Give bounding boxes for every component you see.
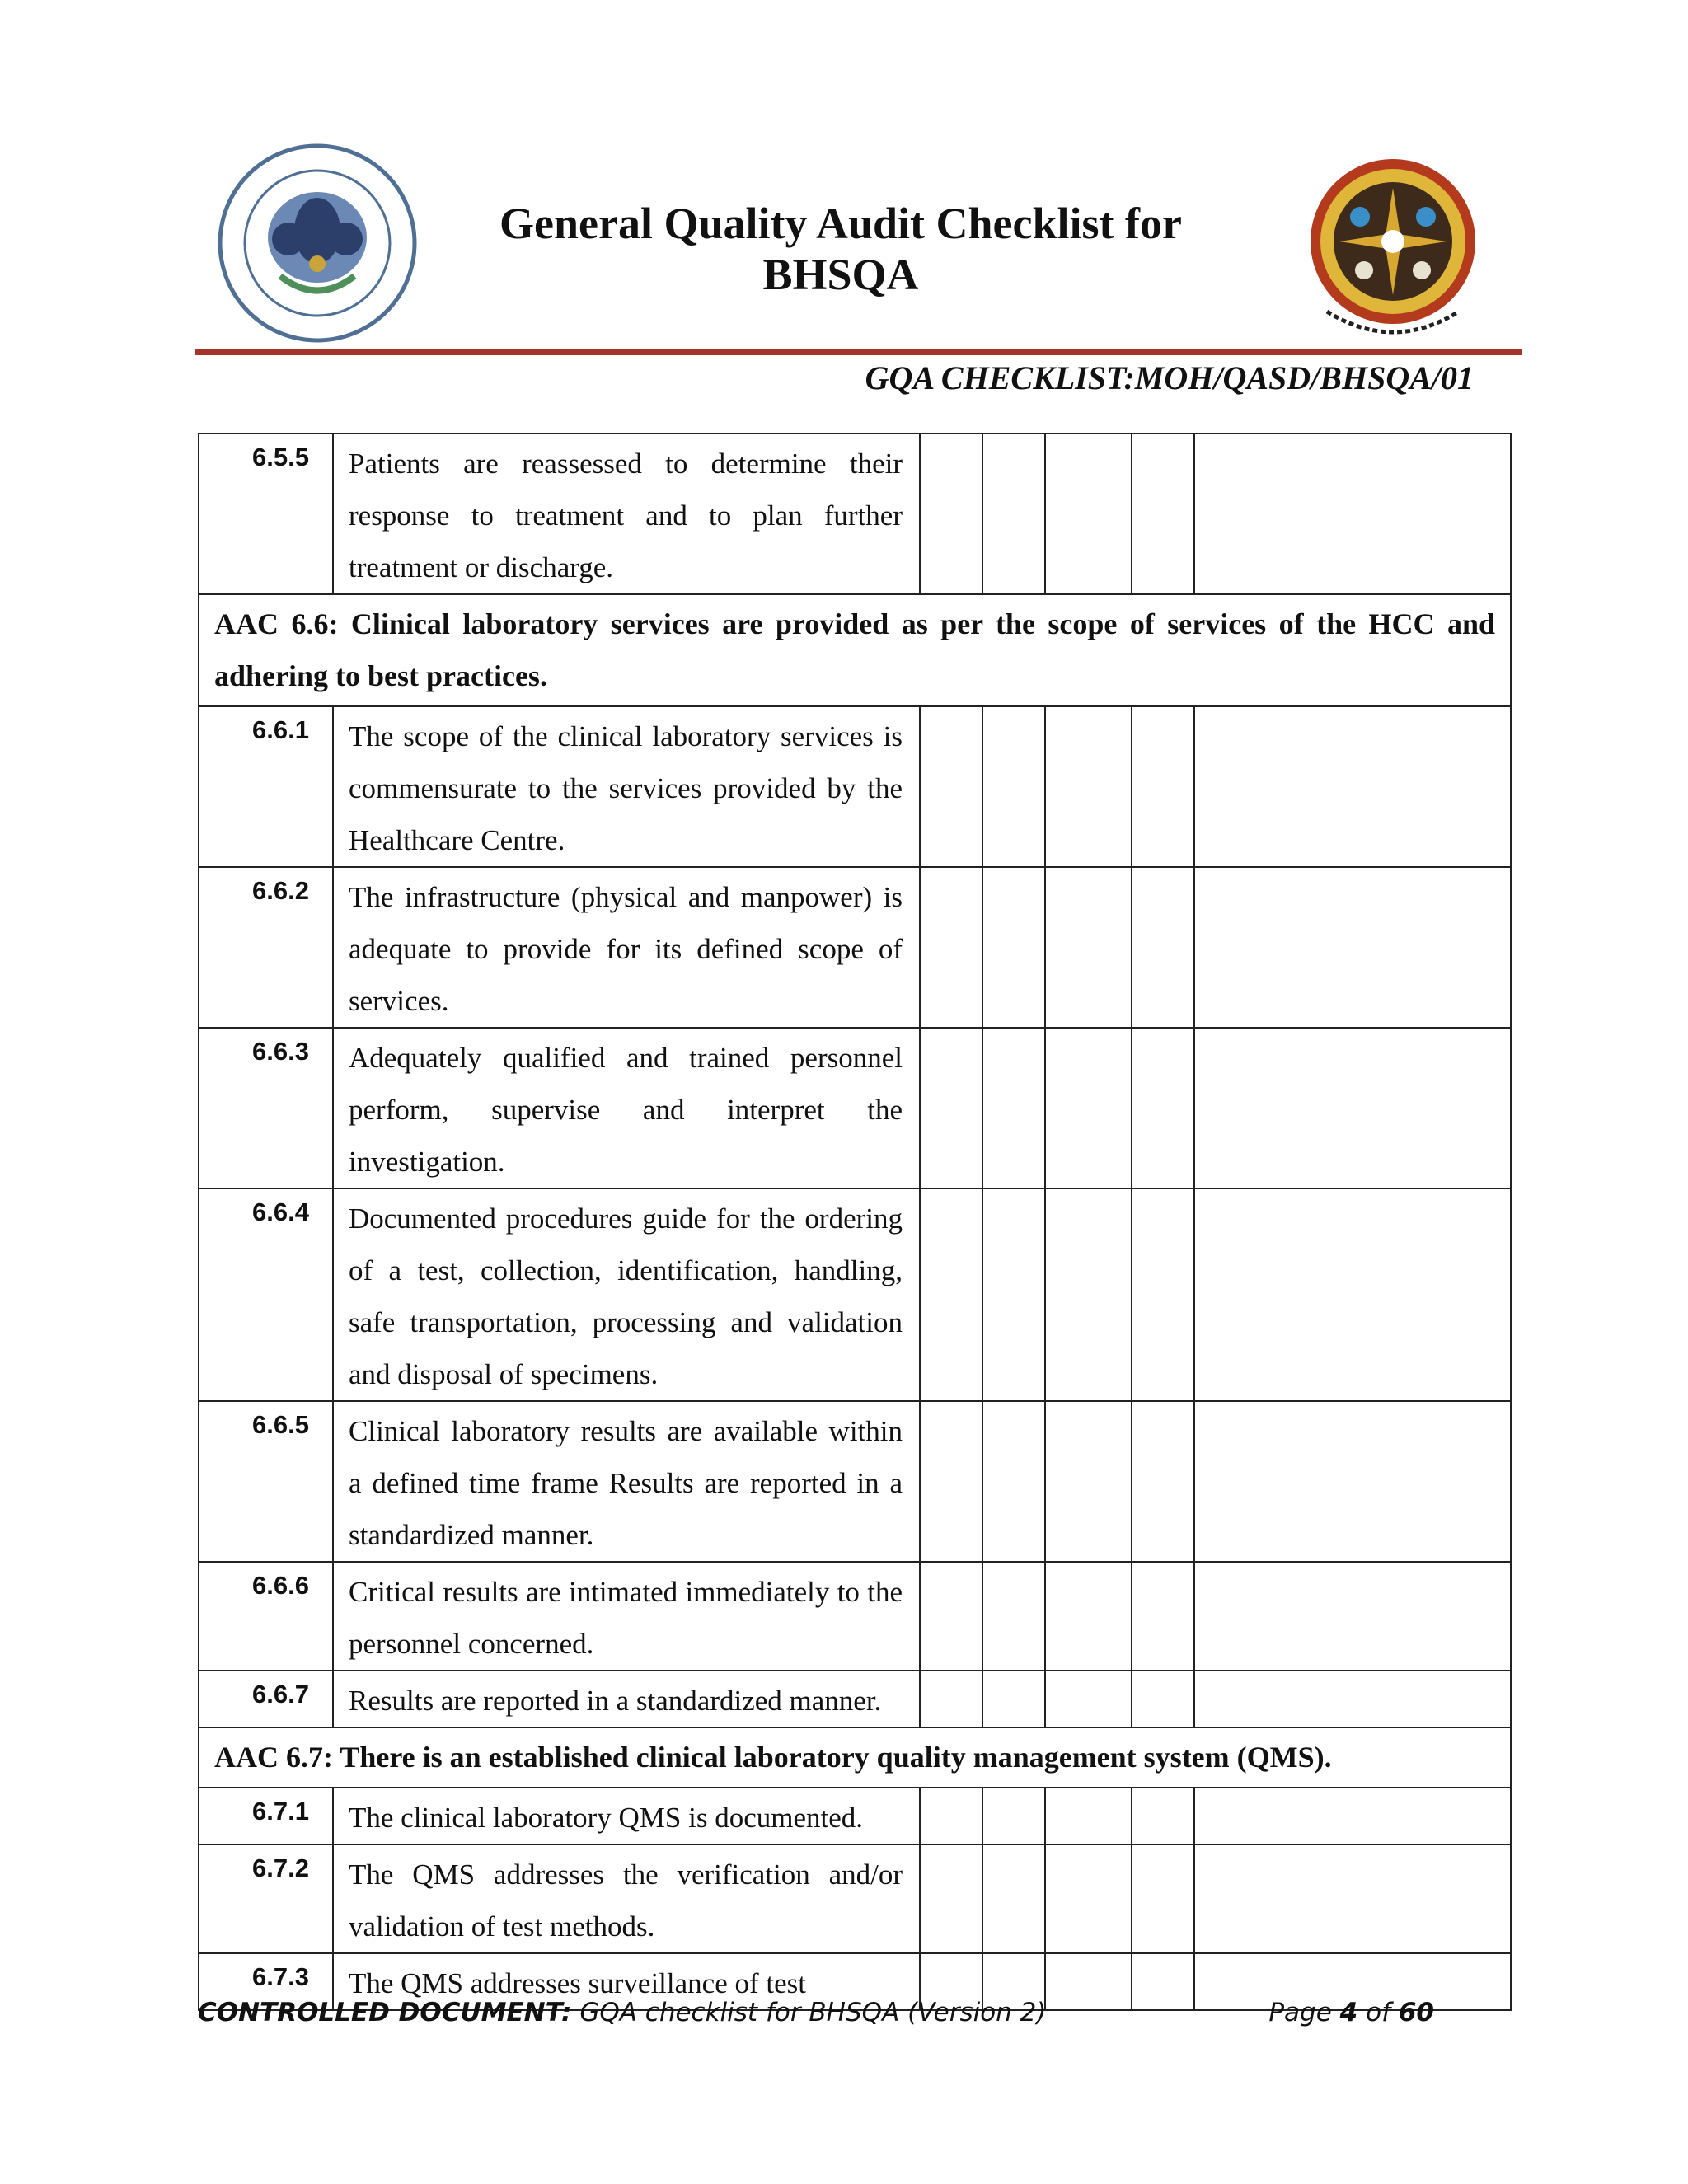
score-cell[interactable] — [1132, 434, 1194, 594]
section-row — [199, 1727, 1511, 1788]
remarks-cell[interactable] — [1194, 1028, 1511, 1188]
score-cell[interactable] — [982, 1788, 1045, 1844]
score-cell[interactable] — [920, 1788, 982, 1844]
item-number: 6.6.5 — [199, 1401, 333, 1562]
score-cell[interactable] — [1132, 706, 1194, 867]
page-footer — [198, 1998, 1434, 2027]
page-header — [198, 140, 1517, 354]
score-cell[interactable] — [982, 1401, 1045, 1562]
remarks-cell[interactable] — [1194, 1788, 1511, 1844]
score-cell[interactable] — [1045, 1844, 1132, 1953]
checklist-table — [198, 433, 1512, 2011]
section-heading: AAC 6.7: There is an established clinical laboratory quality management system (QMS). — [199, 1727, 1511, 1788]
score-cell[interactable] — [982, 706, 1045, 867]
table-row — [199, 1788, 1511, 1844]
item-criterion: The QMS addresses the verification and/or validation of test methods. — [333, 1844, 920, 1953]
remarks-cell[interactable] — [1194, 1188, 1511, 1401]
item-criterion: Results are reported in a standardized manner. — [333, 1671, 920, 1727]
score-cell[interactable] — [920, 1562, 982, 1671]
score-cell[interactable] — [1132, 1844, 1194, 1953]
item-number: 6.6.1 — [199, 706, 333, 867]
table-row — [199, 1188, 1511, 1401]
item-number: 6.6.3 — [199, 1028, 333, 1188]
score-cell[interactable] — [982, 1028, 1045, 1188]
section-row — [199, 594, 1511, 706]
table-row — [199, 1401, 1511, 1562]
score-cell[interactable] — [920, 1401, 982, 1562]
remarks-cell[interactable] — [1194, 1401, 1511, 1562]
table-row — [199, 1844, 1511, 1953]
document-title — [470, 198, 1212, 300]
score-cell[interactable] — [982, 434, 1045, 594]
remarks-cell[interactable] — [1194, 1844, 1511, 1953]
footer-label: CONTROLLED DOCUMENT: — [198, 1998, 572, 2027]
score-cell[interactable] — [1045, 1788, 1132, 1844]
page-word: Page — [1268, 1998, 1332, 2027]
score-cell[interactable] — [982, 867, 1045, 1028]
table-row — [199, 1028, 1511, 1188]
item-number: 6.5.5 — [199, 434, 333, 594]
score-cell[interactable] — [1045, 1401, 1132, 1562]
item-number: 6.6.2 — [199, 867, 333, 1028]
score-cell[interactable] — [920, 1028, 982, 1188]
section-heading: AAC 6.6: Clinical laboratory services are provided as per the scope of services of the HCC and adhering to best practices. — [199, 594, 1511, 706]
score-cell[interactable] — [920, 706, 982, 867]
item-number: 6.6.6 — [199, 1562, 333, 1671]
score-cell[interactable] — [1132, 867, 1194, 1028]
score-cell[interactable] — [920, 867, 982, 1028]
item-criterion: Clinical laboratory results are available within a defined time frame Results are reported in a standardized manner. — [333, 1401, 920, 1562]
score-cell[interactable] — [920, 1188, 982, 1401]
score-cell[interactable] — [920, 1671, 982, 1727]
footer-document: GQA checklist for BHSQA (Version 2) — [579, 1998, 1047, 2027]
score-cell[interactable] — [1132, 1562, 1194, 1671]
table-row — [199, 867, 1511, 1028]
remarks-cell[interactable] — [1194, 434, 1511, 594]
score-cell[interactable] — [1132, 1401, 1194, 1562]
header-rule — [195, 349, 1522, 355]
national-emblem-logo — [1294, 147, 1492, 344]
remarks-cell[interactable] — [1194, 706, 1511, 867]
checklist-reference: GQA CHECKLIST:MOH/QASD/BHSQA/01 — [865, 359, 1474, 396]
item-criterion: The scope of the clinical laboratory services is commensurate to the services provided by the Healthcare Centre. — [333, 706, 920, 867]
item-criterion: Documented procedures guide for the ordering of a test, collection, identification, handling, safe transportation, processing and validation and disposal of specimens. — [333, 1188, 920, 1401]
score-cell[interactable] — [982, 1562, 1045, 1671]
score-cell[interactable] — [1132, 1028, 1194, 1188]
score-cell[interactable] — [982, 1188, 1045, 1401]
table-row — [199, 1671, 1511, 1727]
of-word: of — [1366, 1998, 1390, 2027]
score-cell[interactable] — [1045, 706, 1132, 867]
current-page: 4 — [1339, 1998, 1358, 2027]
item-number: 6.7.2 — [199, 1844, 333, 1953]
score-cell[interactable] — [920, 1844, 982, 1953]
remarks-cell[interactable] — [1194, 1671, 1511, 1727]
score-cell[interactable] — [982, 1844, 1045, 1953]
score-cell[interactable] — [1045, 1562, 1132, 1671]
item-number: 6.7.1 — [199, 1788, 333, 1844]
score-cell[interactable] — [1045, 1671, 1132, 1727]
item-number: 6.6.4 — [199, 1188, 333, 1401]
remarks-cell[interactable] — [1194, 1562, 1511, 1671]
score-cell[interactable] — [1132, 1788, 1194, 1844]
score-cell[interactable] — [982, 1671, 1045, 1727]
page-number — [1268, 1998, 1434, 2027]
item-criterion: The infrastructure (physical and manpower) is adequate to provide for its defined scope of services. — [333, 867, 920, 1028]
item-number: 6.6.7 — [199, 1671, 333, 1727]
item-criterion: Patients are reassessed to determine their response to treatment and to plan further treatment or discharge. — [333, 434, 920, 594]
score-cell[interactable] — [920, 434, 982, 594]
remarks-cell[interactable] — [1194, 867, 1511, 1028]
item-criterion: The QMS addresses surveillance of test — [333, 1953, 920, 2010]
score-cell[interactable] — [1132, 1671, 1194, 1727]
title-line-2: BHSQA — [762, 250, 919, 299]
item-number: 6.7.3 — [199, 1953, 333, 2010]
table-row — [199, 1562, 1511, 1671]
title-line-1: General Quality Audit Checklist for — [499, 199, 1182, 248]
score-cell[interactable] — [1045, 1028, 1132, 1188]
table-row — [199, 706, 1511, 867]
total-pages: 60 — [1398, 1998, 1434, 2027]
score-cell[interactable] — [1045, 434, 1132, 594]
score-cell[interactable] — [1045, 1188, 1132, 1401]
score-cell[interactable] — [1045, 867, 1132, 1028]
item-criterion: Critical results are intimated immediately to the personnel concerned. — [333, 1562, 920, 1671]
item-criterion: Adequately qualified and trained personnel perform, supervise and interpret the investigation. — [333, 1028, 920, 1188]
score-cell[interactable] — [1132, 1188, 1194, 1401]
table-row — [199, 434, 1511, 594]
item-criterion: The clinical laboratory QMS is documented. — [333, 1788, 920, 1844]
ministry-seal-logo — [214, 140, 420, 346]
